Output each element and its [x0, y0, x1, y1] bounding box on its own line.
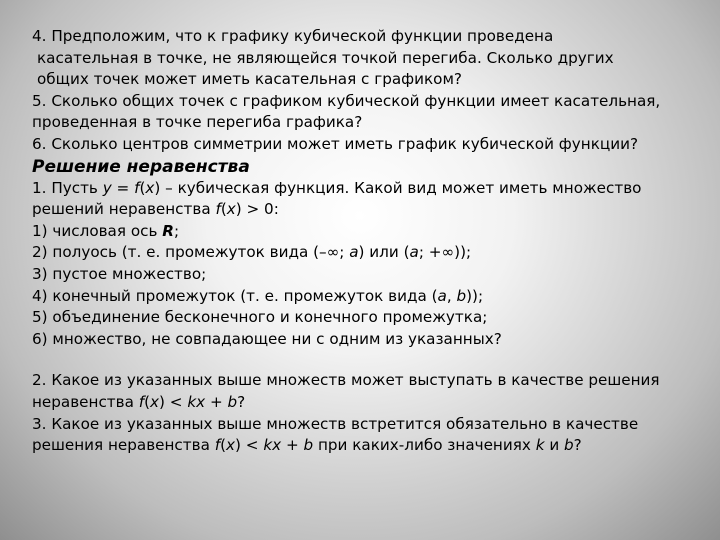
- option-5: 5) объединение бесконечного и конечного промежутка;: [32, 308, 488, 327]
- option-2: 2) полуось (т. е. промежуток вида (–∞; a) или (a; +∞));: [32, 243, 472, 262]
- question-4-line-3: общих точек может иметь касательная с графиком?: [37, 70, 462, 89]
- task-3-line-1: 3. Какое из указанных выше множеств встретится обязательно в качестве: [32, 414, 639, 433]
- question-5-line-2: проведенная в точке перегиба графика?: [32, 113, 363, 132]
- spacer: [32, 350, 702, 370]
- task-1-line-2: решений неравенства f(x) > 0:: [32, 200, 279, 219]
- question-4-line-1: 4. Предположим, что к графику кубической функции проведена: [32, 27, 554, 45]
- question-5-line-1: 5. Сколько общих точек с графиком кубической функции имеет касательная,: [32, 91, 661, 110]
- question-4-line-2: касательная в точке, не являющейся точкой перегиба. Сколько других: [37, 48, 614, 67]
- task-3-line-2: решения неравенства f(x) < kx + b при каких-либо значениях k и b?: [32, 436, 582, 455]
- task-1-line-1: 1. Пусть y = f(x) – кубическая функция. Какой вид может иметь множество: [32, 178, 642, 197]
- task-2-line-2: неравенства f(x) < kx + b?: [32, 392, 246, 411]
- slide-text: [32, 26, 702, 457]
- task-2-line-1: 2. Какое из указанных выше множеств может выступать в качестве решения: [32, 371, 660, 390]
- option-4: 4) конечный промежуток (т. е. промежуток вида (a, b));: [32, 286, 484, 305]
- option-6: 6) множество, не совпадающее ни с одним из указанных?: [32, 329, 502, 348]
- question-6-line-1: 6. Сколько центров симметрии может иметь график кубической функции?: [32, 134, 639, 153]
- option-1: 1) числовая ось R;: [32, 221, 180, 240]
- section-heading: Решение неравенства: [32, 156, 250, 177]
- option-3: 3) пустое множество;: [32, 264, 207, 283]
